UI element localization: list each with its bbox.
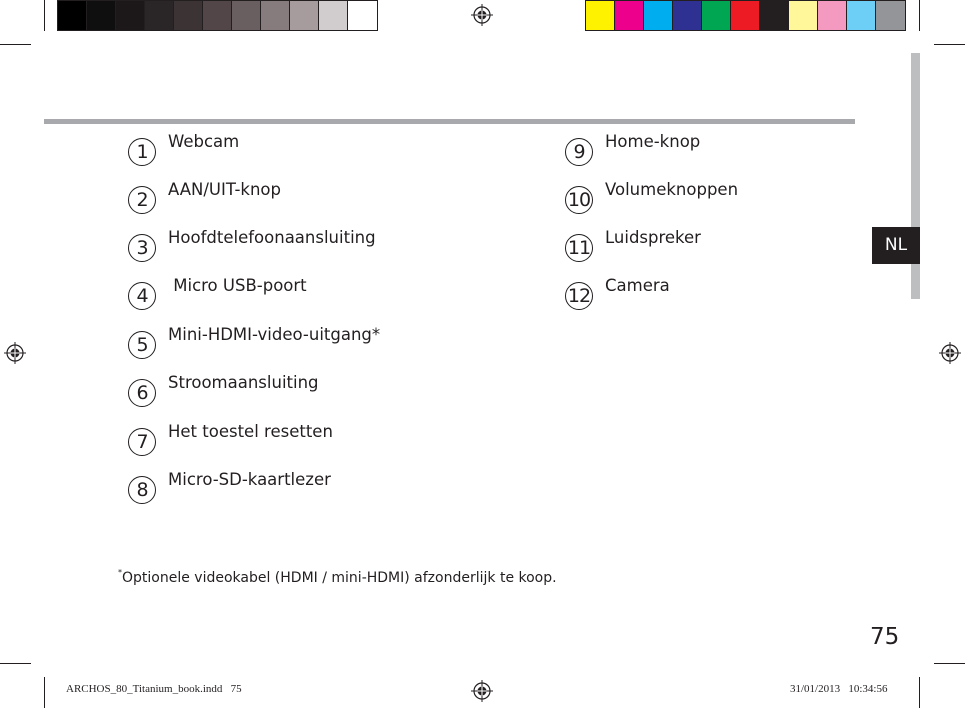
number-circle-icon: 7 xyxy=(128,428,156,456)
number-circle-icon: 8 xyxy=(128,476,156,504)
component-label: Webcam xyxy=(168,132,240,151)
header-rule xyxy=(44,119,855,124)
crop-mark xyxy=(934,663,965,664)
color-swatch xyxy=(145,1,174,30)
color-swatch xyxy=(174,1,203,30)
number-circle-icon: 4 xyxy=(128,282,156,310)
crop-mark xyxy=(0,663,31,664)
component-label: Camera xyxy=(605,276,670,295)
color-swatch xyxy=(203,1,232,30)
component-label: Mini-HDMI-video-uitgang* xyxy=(168,325,381,344)
color-swatch xyxy=(615,1,644,30)
color-swatch xyxy=(116,1,145,30)
process-color-bar xyxy=(585,0,906,31)
language-tab: NL xyxy=(872,227,920,264)
color-swatch xyxy=(232,1,261,30)
color-swatch xyxy=(818,1,847,30)
page-number: 75 xyxy=(870,624,900,650)
color-swatch xyxy=(760,1,789,30)
crop-mark xyxy=(919,0,920,31)
registration-mark-icon xyxy=(471,680,493,702)
component-label: Home-knop xyxy=(605,132,701,151)
number-circle-icon: 10 xyxy=(565,186,593,214)
crop-mark xyxy=(0,44,31,45)
footnote-marker: * xyxy=(118,568,122,577)
color-swatch xyxy=(789,1,818,30)
color-swatch xyxy=(290,1,319,30)
slug-timestamp: 31/01/2013 10:34:56 xyxy=(790,683,888,695)
component-label: Luidspreker xyxy=(605,228,701,247)
component-label: Micro-SD-kaartlezer xyxy=(168,470,331,489)
number-circle-icon: 11 xyxy=(565,234,593,262)
component-label: Het toestel resetten xyxy=(168,422,333,441)
color-swatch xyxy=(673,1,702,30)
color-swatch xyxy=(847,1,876,30)
registration-mark-icon xyxy=(471,4,493,26)
color-swatch xyxy=(87,1,116,30)
component-label: Micro USB-poort xyxy=(168,276,307,295)
crop-mark xyxy=(919,677,920,708)
component-label: Stroomaansluiting xyxy=(168,373,319,392)
number-circle-icon: 6 xyxy=(128,379,156,407)
number-circle-icon: 12 xyxy=(565,282,593,310)
color-swatch xyxy=(586,1,615,30)
crop-mark xyxy=(44,0,45,31)
color-swatch xyxy=(319,1,348,30)
color-swatch xyxy=(702,1,731,30)
number-circle-icon: 1 xyxy=(128,138,156,166)
slug-filename: ARCHOS_80_Titanium_book.indd 75 xyxy=(66,683,242,695)
number-circle-icon: 9 xyxy=(565,138,593,166)
registration-mark-icon xyxy=(939,342,961,364)
footnote-text: Optionele videokabel (HDMI / mini-HDMI) afzonderlijk te koop. xyxy=(122,570,557,586)
number-circle-icon: 5 xyxy=(128,331,156,359)
component-label: AAN/UIT-knop xyxy=(168,180,281,199)
crop-mark xyxy=(934,44,965,45)
registration-mark-icon xyxy=(4,342,26,364)
number-circle-icon: 3 xyxy=(128,234,156,262)
color-swatch xyxy=(731,1,760,30)
component-label: Hoofdtelefoonaansluiting xyxy=(168,228,376,247)
color-swatch xyxy=(261,1,290,30)
color-swatch xyxy=(348,1,377,30)
crop-mark xyxy=(44,677,45,708)
number-circle-icon: 2 xyxy=(128,186,156,214)
color-swatch xyxy=(876,1,905,30)
color-swatch xyxy=(644,1,673,30)
footnote xyxy=(118,568,557,586)
color-swatch xyxy=(58,1,87,30)
component-label: Volumeknoppen xyxy=(605,180,739,199)
grayscale-color-bar xyxy=(57,0,378,31)
